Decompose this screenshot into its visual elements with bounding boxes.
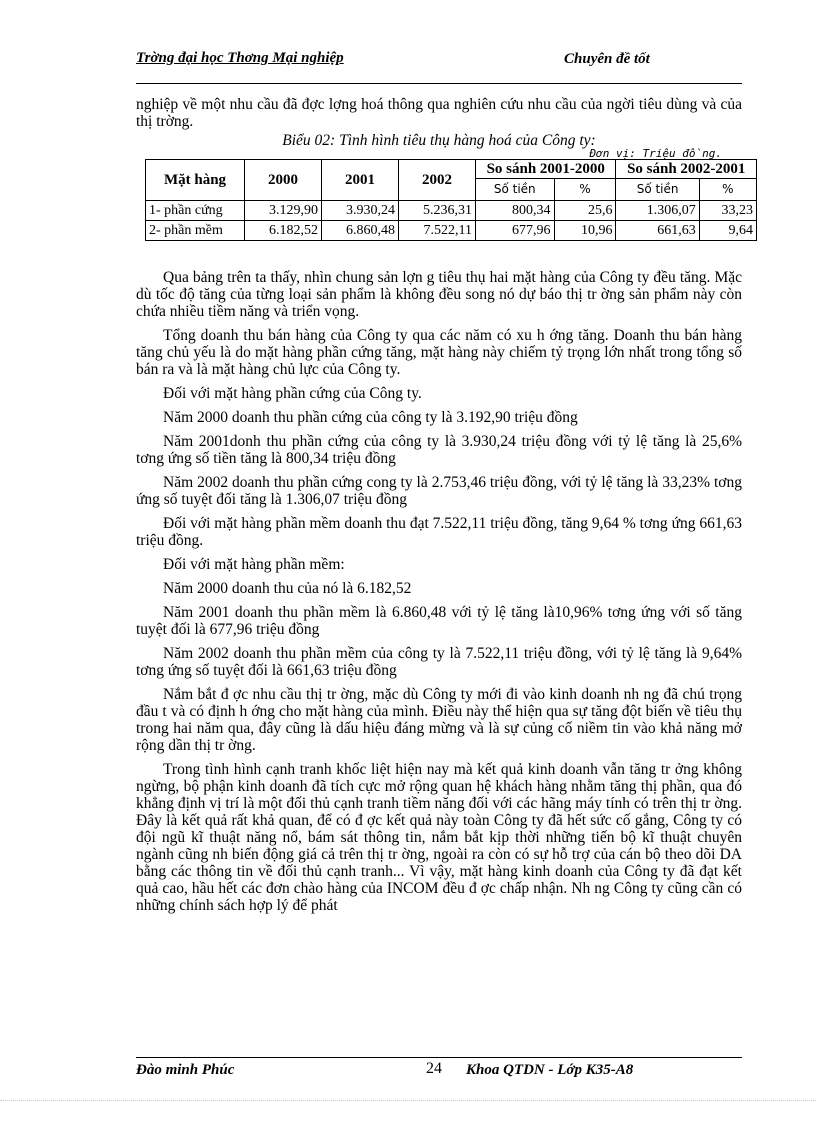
paragraph: Đối với mặt hàng phần cứng của Công ty.: [163, 385, 422, 402]
cell-amount-2: 1.306,07: [616, 201, 699, 221]
table-unit: Đơn vị: Triệu đồng.: [589, 147, 722, 160]
subheader-amount-2: Số tiền: [616, 179, 699, 201]
table-row: [146, 201, 757, 221]
cell-2002: 7.522,11: [399, 221, 476, 241]
header-2001: 2001: [322, 160, 399, 201]
cell-2000: 3.129,90: [245, 201, 322, 221]
row-name: 1- phần cứng: [146, 201, 245, 221]
header-compare-2002-2001: So sánh 2002-2001: [616, 160, 757, 179]
cell-percent-1: 25,6: [554, 201, 616, 221]
document-body: [136, 96, 753, 921]
cell-2000: 6.182,52: [245, 221, 322, 241]
paragraph: Năm 2000 doanh thu của nó là 6.182,52: [163, 580, 412, 597]
header-title: Chuyên đề tốt: [564, 51, 650, 67]
cell-percent-1: 10,96: [554, 221, 616, 241]
paragraph: Năm 2000 doanh thu phần cứng của công ty là 3.192,90 triệu đồng: [163, 409, 578, 426]
sales-table: [145, 159, 757, 241]
header-2000: 2000: [245, 160, 322, 201]
paragraph: Năm 2001donh thu phần cứng của công ty là 3.930,24 triệu đồng với tỷ lệ tăng là 25,6% tơng ứng số tiền tăng là 800,34 triệu đồng: [136, 433, 742, 467]
cell-percent-2: 9,64: [699, 221, 756, 241]
table-caption: Biểu 02: Tình hình tiêu thụ hàng hoá của Công ty:: [282, 132, 596, 149]
cell-percent-2: 33,23: [699, 201, 756, 221]
page-header: [136, 47, 742, 84]
cell-amount-2: 661,63: [616, 221, 699, 241]
header-item: Mặt hàng: [146, 160, 245, 201]
paragraph: Đối với mặt hàng phần mềm:: [163, 556, 345, 573]
subheader-percent-2: %: [699, 179, 756, 201]
footer-class: Khoa QTDN - Lớp K35-A8: [466, 1062, 634, 1078]
header-compare-2001-2000: So sánh 2001-2000: [476, 160, 616, 179]
cell-amount-1: 677,96: [476, 221, 555, 241]
page-number: 24: [426, 1060, 442, 1077]
paragraph: Đối với mặt hàng phần mềm doanh thu đạt 7.522,11 triệu đồng, tăng 9,64 % tơng ứng 661,63 triệu đồng.: [136, 515, 742, 549]
paragraph: Tổng doanh thu bán hàng của Công ty qua các năm có xu h ớng tăng. Doanh thu bán hàng tăng chủ yếu là do mặt hàng phần cứng tăng, mặt hàng này chiếm tỷ trọng lớn nhất trong tổng số bán ra và là mặt hàng chủ lực của Công ty.: [136, 327, 742, 378]
cell-2002: 5.236,31: [399, 201, 476, 221]
subheader-amount-1: Số tiền: [476, 179, 555, 201]
row-name: 2- phần mềm: [146, 221, 245, 241]
paragraph: Năm 2001 doanh thu phần mềm là 6.860,48 với tỷ lệ tăng là10,96% tơng ứng với số tăng tuyệt đối là 677,96 triệu đồng: [136, 604, 742, 638]
table-row: [146, 221, 757, 241]
paragraph: Qua bảng trên ta thấy, nhìn chung sản lợn g tiêu thụ hai mặt hàng của Công ty đều tăng. Mặc dù tốc độ tăng của từng loại sản phẩm là không đều song nó dự báo thị tr ờng sản phẩm này còn chứa nhiều tiềm năng và triển vọng.: [136, 269, 742, 320]
header-school: Trờng đại học Thơng Mại nghiệp: [136, 50, 344, 66]
paragraph: Nắm bắt đ ợc nhu cầu thị tr ờng, mặc dù Công ty mới đi vào kinh doanh nh ng đã chú trọng đầu t và có định h ớng cho mặt hàng của mình. Điều này thể hiện qua sự tăng đột biến về tiêu thụ trong hai năm qua, đây cũng là dấu hiệu đáng mừng và là sự củng cố niềm tin vào khả năng mở rộng dần thị tr ờng.: [136, 686, 742, 754]
header-2002: 2002: [399, 160, 476, 201]
cell-2001: 3.930,24: [322, 201, 399, 221]
footer-author: Đào minh Phúc: [136, 1062, 235, 1078]
paragraph: Trong tình hình cạnh tranh khốc liệt hiện nay mà kết quả kinh doanh vẫn tăng tr ởng không ngừng, bộ phận kinh doanh đã tích cực mở rộng quan hệ khách hàng nhằm tăng thị phần, qua đó khẳng định vị trí là một đối thủ cạnh tranh tiềm năng đối với các hãng máy tính có trên thị tr ờng. Đây là kết quả rất khả quan, để có đ ợc kết quả này toàn Công ty đã hết sức cố gắng, Công ty có đội ngũ kĩ thuật năng nổ, bám sát thông tin, nắm bắt kịp thời những tiến bộ kĩ thuật chuyên ngành cũng nh biến động giá cả trên thị tr ờng, ngoài ra còn có sự hỗ trợ của cán bộ theo dõi DA bằng các thông tin về đối thủ cạnh tranh... Vì vậy, mặt hàng kinh doanh của Công ty đã đạt kết quả cao, hầu hết các đơn chào hàng của INCOM đều đ ợc chấp nhận. Nh ng Công ty cũng cần có những chính sách hợp lý để phát: [136, 761, 742, 914]
paragraph: Năm 2002 doanh thu phần cứng cong ty là 2.753,46 triệu đồng, với tỷ lệ tăng là 33,23% tơng ứng số tuyệt đối tăng là 1.306,07 triệu đồng: [136, 474, 742, 508]
paragraph: Năm 2002 doanh thu phần mềm của công ty là 7.522,11 triệu đồng, với tỷ lệ tăng là 9,64% tơng ứng số tuyệt đối là 661,63 triệu đồng: [136, 645, 742, 679]
subheader-percent-1: %: [554, 179, 616, 201]
page-bottom-divider: [0, 1100, 816, 1101]
intro-paragraph: nghiệp về một nhu cầu đã đợc lợng hoá thông qua nghiên cứu nhu cầu của ngời tiêu dùng và của thị trờng.: [136, 96, 742, 130]
cell-amount-1: 800,34: [476, 201, 555, 221]
table-header-row: [146, 160, 757, 179]
cell-2001: 6.860,48: [322, 221, 399, 241]
page-footer: [136, 1057, 742, 1078]
